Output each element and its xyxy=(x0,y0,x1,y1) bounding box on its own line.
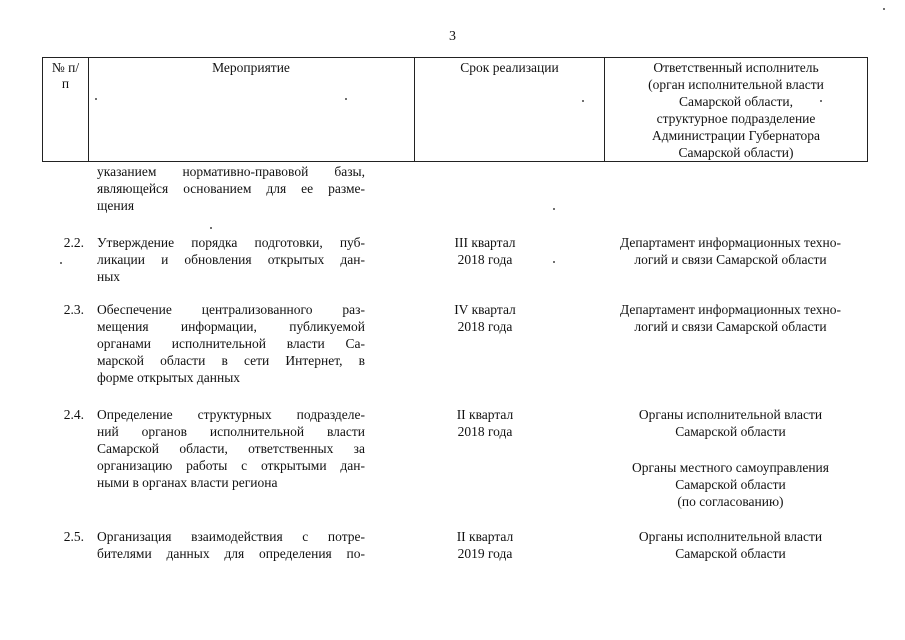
continuation-text xyxy=(97,163,365,214)
text-line: Органы исполнительной власти xyxy=(638,529,823,544)
row-deadline xyxy=(415,301,555,335)
row-event xyxy=(97,301,365,386)
text-line: 2018 года xyxy=(457,424,513,439)
row-deadline xyxy=(415,234,555,268)
text-line: органами исполнительной власти Са- xyxy=(97,336,365,351)
row-event xyxy=(97,528,365,562)
text-line: Департамент информационных техно- xyxy=(620,235,841,250)
row-event xyxy=(97,234,365,285)
scan-speck xyxy=(883,8,885,10)
scan-speck xyxy=(582,100,584,102)
row-deadline xyxy=(415,406,555,440)
text-line: IV квартал xyxy=(454,302,516,317)
scan-speck xyxy=(553,261,555,263)
header-col-number-label: № п/п xyxy=(51,60,80,91)
text-line: марской области в сети Интернет, в xyxy=(97,353,365,368)
text-line: бителями данных для определения по- xyxy=(97,546,365,561)
header-col-deadline xyxy=(415,57,605,162)
text-line: Утверждение порядка подготовки, пуб- xyxy=(97,235,365,250)
header-responsible-line: структурное подразделение xyxy=(656,111,816,126)
row-responsible xyxy=(598,406,863,440)
scan-speck xyxy=(95,98,97,100)
scan-speck xyxy=(820,100,822,102)
text-line: Обеспечение централизованного раз- xyxy=(97,302,365,317)
row-number: 2.2. xyxy=(63,235,84,250)
text-line: Определение структурных подразделе- xyxy=(97,407,365,422)
text-line: форме открытых данных xyxy=(97,370,241,385)
text-line: являющейся основанием для ее разме- xyxy=(97,181,365,196)
scan-speck xyxy=(553,208,555,210)
scan-speck xyxy=(210,227,212,229)
text-line: (по согласованию) xyxy=(677,494,784,509)
row-responsible-secondary xyxy=(598,459,863,510)
text-line: Органы местного самоуправления xyxy=(632,460,829,475)
header-col-number xyxy=(42,57,89,162)
text-line: указанием нормативно-правовой базы, xyxy=(97,164,365,179)
row-responsible xyxy=(598,301,863,335)
text-line: Самарской области xyxy=(675,546,786,561)
row-number: 2.3. xyxy=(63,302,84,317)
text-line: ными в органах власти региона xyxy=(97,475,278,490)
scan-speck xyxy=(345,98,347,100)
text-line: 2019 года xyxy=(457,546,513,561)
page-number: 3 xyxy=(449,29,456,44)
text-line: II квартал xyxy=(456,407,514,422)
text-line: 2018 года xyxy=(457,319,513,334)
text-line: логий и связи Самарской области xyxy=(634,319,827,334)
header-col-event-label: Мероприятие xyxy=(212,60,290,75)
text-line: ний органов исполнительной власти xyxy=(97,424,365,439)
text-line: 2018 года xyxy=(457,252,513,267)
text-line: организацию работы с открытыми дан- xyxy=(97,458,365,473)
text-line: мещения информации, публикуемой xyxy=(97,319,365,334)
header-responsible-line: Самарской области) xyxy=(678,145,794,160)
header-col-responsible xyxy=(605,57,868,162)
text-line: логий и связи Самарской области xyxy=(634,252,827,267)
text-line: III квартал xyxy=(454,235,516,250)
header-responsible-line: (орган исполнительной власти xyxy=(648,77,824,92)
header-responsible-line: Администрации Губернатора xyxy=(651,128,821,143)
row-deadline xyxy=(415,528,555,562)
row-event xyxy=(97,406,365,491)
text-line: Самарской области xyxy=(675,424,786,439)
row-responsible xyxy=(598,234,863,268)
text-line: ликации и обновления открытых дан- xyxy=(97,252,365,267)
text-line: щения xyxy=(97,198,135,213)
header-col-responsible-label xyxy=(605,58,867,161)
text-line: Органы исполнительной власти xyxy=(638,407,823,422)
row-number: 2.5. xyxy=(63,529,84,544)
text-line: Самарской области xyxy=(675,477,786,492)
text-line: Организация взаимодействия с потре- xyxy=(97,529,365,544)
header-responsible-line: Самарской области, xyxy=(679,94,793,109)
text-line: Департамент информационных техно- xyxy=(620,302,841,317)
scan-speck xyxy=(60,262,62,264)
row-number: 2.4. xyxy=(63,407,84,422)
row-responsible xyxy=(598,528,863,562)
header-col-deadline-label: Срок реализации xyxy=(460,60,559,75)
text-line: II квартал xyxy=(456,529,514,544)
header-col-event xyxy=(88,57,415,162)
header-responsible-line: Ответственный исполнитель xyxy=(653,60,819,75)
text-line: ных xyxy=(97,269,121,284)
text-line: Самарской области, ответственных за xyxy=(97,441,365,456)
